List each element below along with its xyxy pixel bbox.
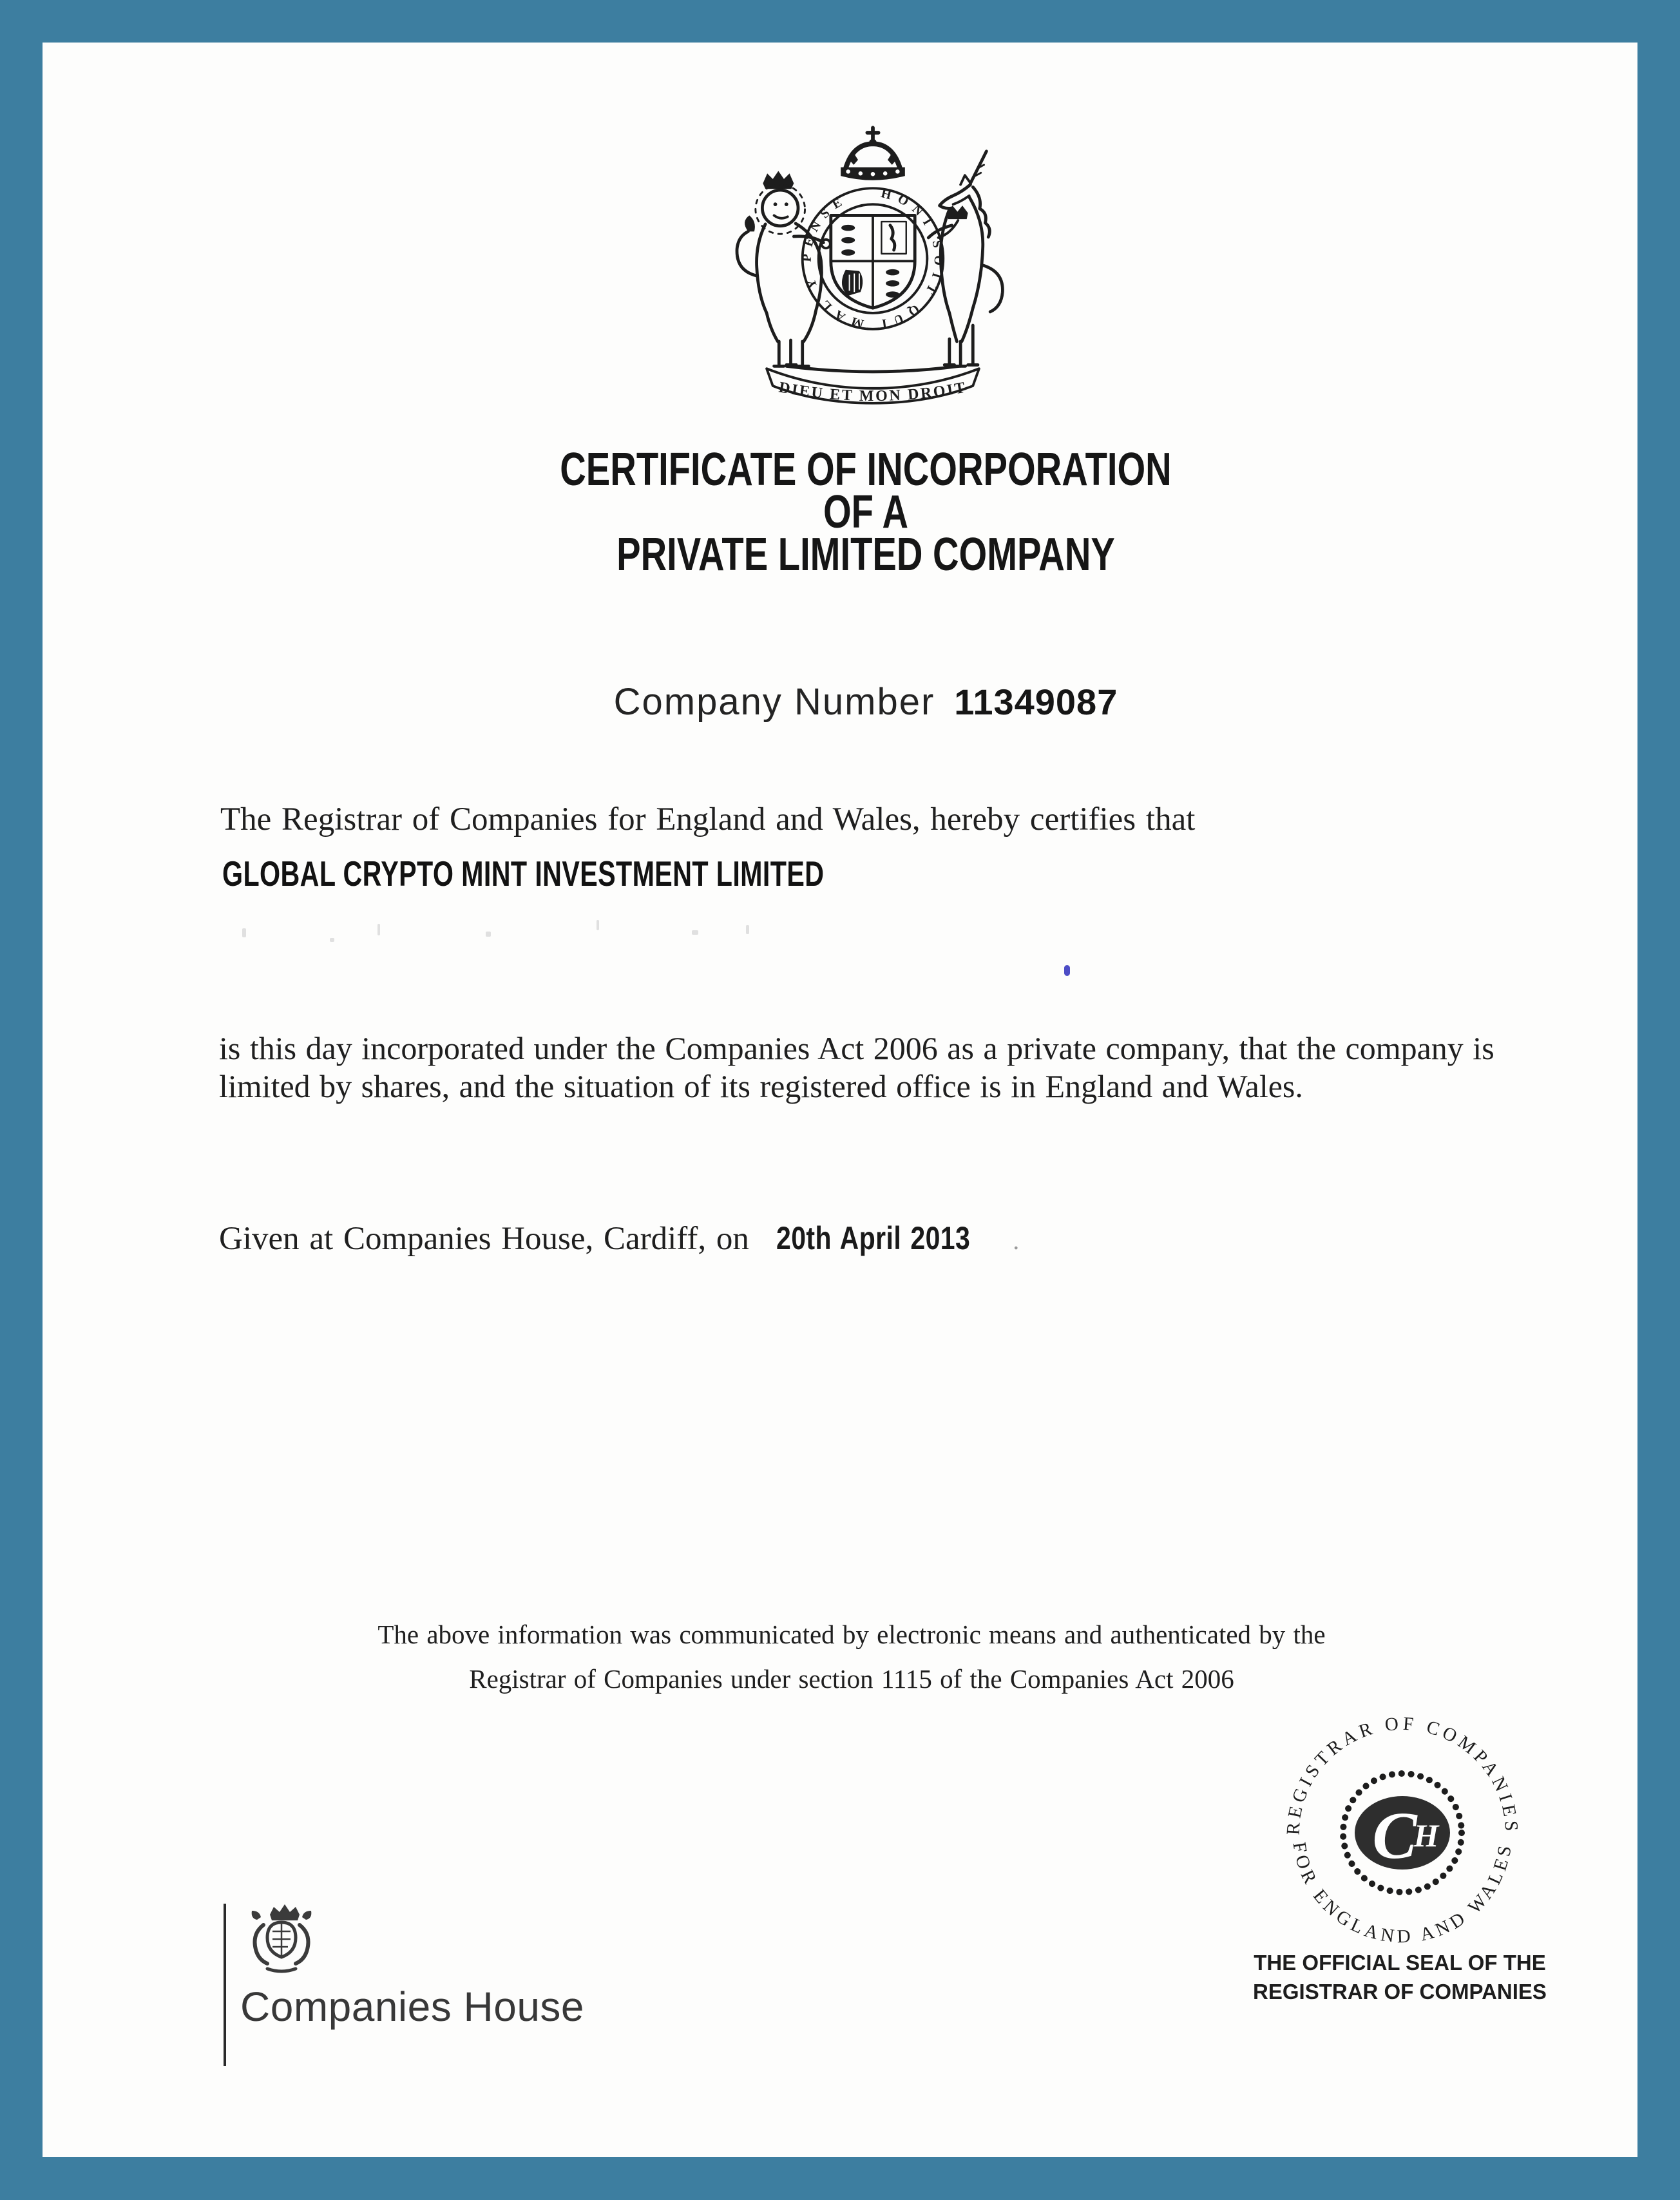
certificate-title-line1: CERTIFICATE OF INCORPORATION (560, 444, 1172, 495)
logo-vertical-rule (224, 1904, 226, 2066)
royal-coat-of-arms (694, 121, 1052, 412)
royal-coat-of-arms-drawing (694, 121, 1052, 412)
motto-text: DIEU ET MON DROIT (778, 379, 968, 405)
blue-ink-speck (1064, 965, 1070, 976)
given-at-row (219, 1220, 1019, 1258)
company-name-text: GLOBAL CRYPTO MINT INVESTMENT LIMITED (222, 854, 825, 894)
company-number-label: Company Number (613, 681, 935, 723)
royal-shield (831, 215, 915, 308)
certificate-page (43, 43, 1637, 2157)
official-seal-drawing (1241, 1707, 1563, 1947)
official-seal (1241, 1707, 1563, 1947)
seal-monogram-c: C (1372, 1799, 1417, 1873)
svg-text:DIEU ET MON DROIT (778, 379, 968, 405)
lion-supporter-icon (737, 171, 830, 366)
notice-line2: Registrar of Companies under section 1115 of the Companies Act 2006 (469, 1664, 1234, 1694)
seal-caption-line1: THE OFFICIAL SEAL OF THE (1254, 1951, 1546, 1975)
incorporation-date: 20th April 2013 (776, 1220, 971, 1256)
logo-crest-icon (242, 1900, 321, 1975)
given-at-text: Given at Companies House, Cardiff, on (219, 1221, 749, 1257)
seal-monogram-h: H (1413, 1817, 1439, 1853)
motto-banner (767, 366, 979, 405)
certificate-title-line2: OF A (823, 486, 909, 538)
seal-arc-bottom-text: FOR ENGLAND AND WALES (1288, 1841, 1516, 1947)
incorporation-body-text: is this day incorporated under the Companies Act 2006 as a private company, that the company is limited by shares, and the situation of its registered office is in England and Wales. (219, 1030, 1494, 1104)
companies-house-logo (224, 1900, 687, 2081)
company-number-value: 11349087 (954, 682, 1118, 722)
certify-intro-text: The Registrar of Companies for England and Wales, hereby certifies that (220, 801, 1196, 837)
seal-arc-top-text: REGISTRAR OF COMPANIES (1283, 1713, 1522, 1836)
notice-line1: The above information was communicated by electronic means and authenticated by the (377, 1620, 1326, 1649)
crown-icon (841, 128, 905, 180)
certificate-title (43, 444, 1637, 580)
seal-caption (1207, 1948, 1593, 2006)
logo-wordmark: Companies House (240, 1984, 584, 2030)
authentication-notice (54, 1612, 1637, 1701)
certificate-title-line3: PRIVATE LIMITED COMPANY (616, 529, 1115, 580)
faint-period: . (1013, 1226, 1020, 1255)
seal-caption-line2: REGISTRAR OF COMPANIES (1253, 1980, 1547, 2004)
unicorn-supporter-icon (928, 151, 1002, 367)
company-number-row (43, 680, 1637, 723)
garter-motto-text: HONI SOIT QUI MAL Y PENSE (799, 186, 946, 332)
